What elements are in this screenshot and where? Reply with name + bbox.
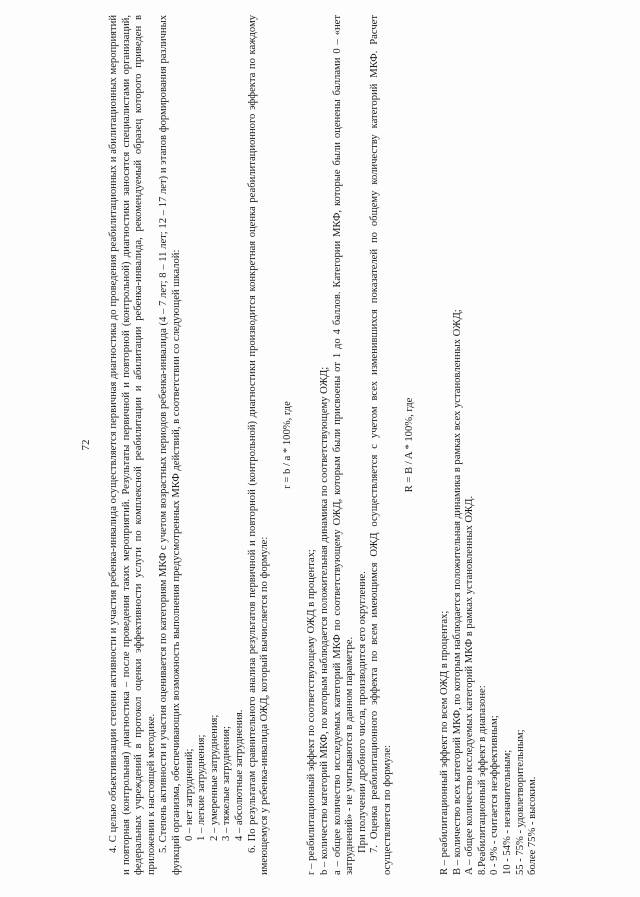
rounding-note: При получении дробного числа, производится его округление. <box>356 571 368 853</box>
spacer <box>429 15 439 875</box>
scale-item: 4 – абсолютные затруднения. <box>233 709 245 841</box>
formula-R-definitions <box>439 15 540 875</box>
definition-item: r – реабилитационный эффект по соответствующему ОЖД в процентах; <box>306 549 318 875</box>
paragraph-8: 8.Реабилитационный эффект в диапазоне: <box>476 685 488 875</box>
scale-item: 0 – нет затруднений; <box>183 748 195 841</box>
definition-item: R – реабилитационный эффект по всем ОЖД в процентах; <box>439 610 451 875</box>
formula-r-definitions <box>306 15 356 875</box>
definition-item: B – количество всех категорий МКФ, по которым наблюдается положительная динамика в рамках всех установленных ОЖД; <box>451 309 463 875</box>
range-item: 10 - 54% - незначительным; <box>502 749 514 875</box>
scale-item: 3 – тяжелые затруднения; <box>221 726 233 841</box>
formula-r: r = b / a * 100%, где <box>281 401 293 489</box>
paragraph-4: 4. С целью объективизации степени активности и участия ребенка-инвалида осуществляется первичная диагностика до проведения реабилитационных и абилитационных мероприятий и повторная (контрольная) диагностика – после проведения таких мероприятий. Результаты первичной и повторной (контрольной) диагностики заносятся специалистами организаций, федеральных учреждений в протокол оценки эффективности услуги по комплексной реабилитации и абилитации ребенка-инвалида, рекомендуемый образец которого приведен в приложении к настоящей методике. <box>108 15 157 875</box>
paragraph-6: 6. По результатам сравнительного анализа результатов первичной и повторной (контрольной) диагностики производится конкретная оценка реабилитационного эффекта по каждому имеющемуся у ребенка-инвалида ОЖД, который вычисляется по формуле: <box>246 15 271 875</box>
scale-item: 2 – умеренные затруднения; <box>208 714 220 841</box>
page-number: 72 <box>80 439 92 451</box>
paragraph-5: 5. Степень активности и участия оценивается по категориям МКФ с учетом возрастных периодов ребенка-инвалида (4 – 7 лет; 8 – 11 лет; 12 – 17 лет) и этапов формирования различных функций организма, обеспечивающих возможность выполнения предусмотренных МКФ действий, в соответствии со следующей шкалой: <box>158 15 182 875</box>
rotated-page-content <box>80 15 550 875</box>
range-item: 55 - 75% - удовлетворительным; <box>514 729 526 875</box>
definition-item: А – общее количество исследуемых категорий МКФ в рамках установленных ОЖД. <box>464 495 476 875</box>
range-item: 0 - 9% - считается неэффективным; <box>489 715 501 875</box>
document-body <box>108 15 540 875</box>
definition-item: b – количество категорий МКФ, по которым наблюдается положительная динамика по соответствующему ОЖД; <box>318 366 330 875</box>
formula-R: R = B / A * 100%, где <box>404 397 416 493</box>
scale-item: 1 – легкие затруднения; <box>196 734 208 841</box>
range-item: более 75% - высоким. <box>527 776 539 875</box>
definition-item: a – общее количество исследуемых категорий МКФ по соответствующему ОЖД, которым были присвоены от 1 до 4 баллов. Категории МКФ, которые были оценены баллами 0 – «нет затруднений» - не учитываются в данном параметре. <box>331 15 356 875</box>
paragraph-7: 7. Оценка реабилитационного эффекта по всем имеющимся ОЖД осуществляется с учетом всех изменившихся показателей по общему количеству категорий МКФ. Расчет осуществляется по формуле: <box>369 15 393 875</box>
